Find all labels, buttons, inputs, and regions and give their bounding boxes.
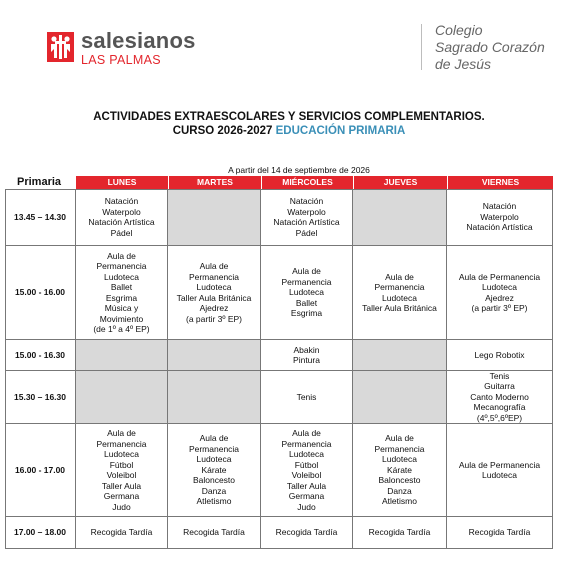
activity-cell: Aula de Permanencia Ludoteca Ballet Esgrima Música y Movimiento (de 1º a 4º EP) [76, 246, 168, 340]
empty-cell [76, 340, 168, 371]
activity-cell: Aula de Permanencia Ludoteca [447, 424, 553, 517]
time-slot: 13.45 – 14.30 [5, 189, 76, 246]
school-line-3: de Jesús [435, 56, 492, 72]
time-slot: 16.00 - 17.00 [5, 424, 76, 517]
course-label: CURSO 2026-2027 [172, 125, 276, 137]
day-header-jueves: JUEVES [354, 176, 447, 189]
activity-cell: Aula de Permanencia Ludoteca Ajedrez (a partir 3º EP) [447, 246, 553, 340]
empty-cell [168, 371, 261, 424]
day-header-viernes: VIERNES [448, 176, 553, 189]
activity-cell: Recogida Tardía [447, 517, 553, 549]
activity-cell: Lego Robotix [447, 340, 553, 371]
activity-cell: Recogida Tardía [353, 517, 447, 549]
brand-name: salesianos [81, 28, 196, 53]
school-name [435, 22, 545, 73]
activity-cell: Recogida Tardía [261, 517, 353, 549]
activity-cell: Tenis Guitarra Canto Moderno Mecanografía (4º,5º,6ºEP) [447, 371, 553, 424]
activity-cell: Tenis [261, 371, 353, 424]
document-subtitle [0, 125, 578, 137]
activity-cell: Natación Waterpolo Natación Artística Pádel [76, 189, 168, 246]
start-date-note: A partir del 14 de septiembre de 2026 [228, 165, 370, 175]
activity-cell: Aula de Permanencia Ludoteca Kárate Baloncesto Danza Atletismo [353, 424, 447, 517]
salesianos-logo [47, 28, 196, 67]
activity-cell: Aula de Permanencia Ludoteca Fútbol Voleibol Taller Aula Germana Judo [76, 424, 168, 517]
empty-cell [353, 371, 447, 424]
time-slot: 15.00 - 16.00 [5, 246, 76, 340]
activity-cell: Recogida Tardía [168, 517, 261, 549]
salesianos-emblem-icon [47, 32, 74, 62]
header-divider [421, 24, 422, 70]
activity-cell: Aula de Permanencia Ludoteca Ballet Esgrima [261, 246, 353, 340]
time-slot: 15.00 - 16.30 [5, 340, 76, 371]
activity-cell: Aula de Permanencia Ludoteca Taller Aula Británica [353, 246, 447, 340]
activity-cell: Aula de Permanencia Ludoteca Taller Aula Británica Ajedrez (a partir 3º EP) [168, 246, 261, 340]
school-line-2: Sagrado Corazón [435, 39, 545, 55]
empty-cell [353, 189, 447, 246]
activity-cell: Aula de Permanencia Ludoteca Kárate Baloncesto Danza Atletismo [168, 424, 261, 517]
time-slot: 17.00 – 18.00 [5, 517, 76, 549]
activity-cell: Aula de Permanencia Ludoteca Fútbol Voleibol Taller Aula Germana Judo [261, 424, 353, 517]
time-slot: 15.30 – 16.30 [5, 371, 76, 424]
empty-cell [353, 340, 447, 371]
empty-cell [168, 340, 261, 371]
brand-subtitle: LAS PALMAS [81, 53, 161, 67]
activity-cell: Abakin Pintura [261, 340, 353, 371]
activity-cell: Natación Waterpolo Natación Artística [447, 189, 553, 246]
activity-cell: Recogida Tardía [76, 517, 168, 549]
school-line-1: Colegio [435, 22, 483, 38]
day-header-lunes: LUNES [76, 176, 168, 189]
activity-cell: Natación Waterpolo Natación Artística Pádel [261, 189, 353, 246]
empty-cell [76, 371, 168, 424]
document-title: ACTIVIDADES EXTRAESCOLARES Y SERVICIOS COMPLEMENTARIOS. [93, 111, 485, 123]
stage-label: EDUCACIÓN PRIMARIA [275, 125, 406, 137]
day-header-miércoles: MIÉRCOLES [262, 176, 353, 189]
day-header-martes: MARTES [169, 176, 261, 189]
table-corner-label: Primaria [17, 176, 62, 188]
schedule-table [5, 189, 553, 549]
empty-cell [168, 189, 261, 246]
